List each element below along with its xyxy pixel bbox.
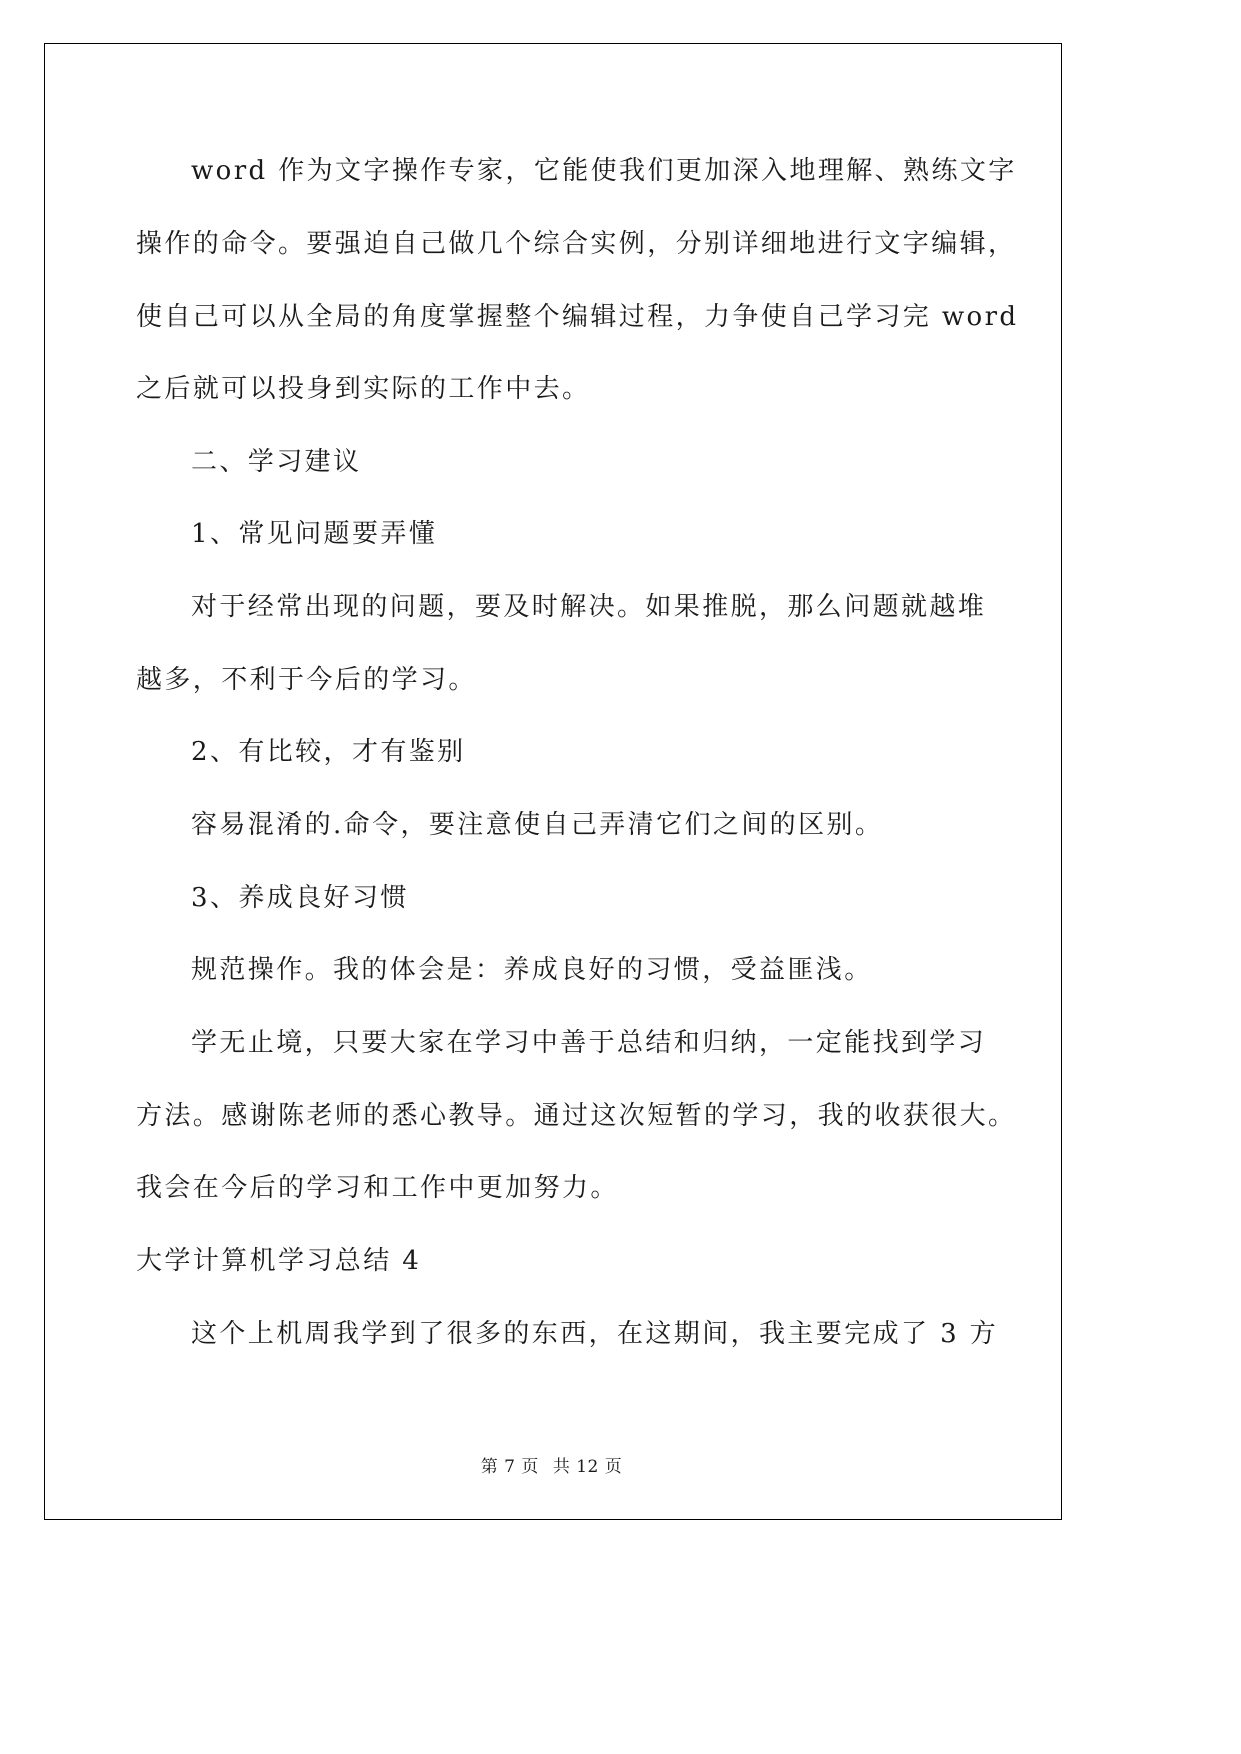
subheading-2: 2、有比较，才有鉴别 bbox=[191, 737, 466, 767]
paragraph-lab-week-line-1: 这个上机周我学到了很多的东西，在这期间，我主要完成了 3 方 bbox=[191, 1319, 999, 1349]
paragraph-word-expert-line-3: 使自己可以从全局的角度掌握整个编辑过程，力争使自己学习完 word bbox=[136, 302, 1019, 332]
paragraph-problems-line-1: 对于经常出现的问题，要及时解决。如果推脱，那么问题就越堆 bbox=[191, 592, 987, 622]
paragraph-conclusion-line-3: 我会在今后的学习和工作中更加努力。 bbox=[136, 1173, 619, 1203]
paragraph-compare-line-1: 容易混淆的.命令，要注意使自己弄清它们之间的区别。 bbox=[191, 810, 884, 840]
paragraph-problems-line-2: 越多，不利于今后的学习。 bbox=[136, 665, 477, 695]
paragraph-word-expert-line-1: word 作为文字操作专家，它能使我们更加深入地理解、熟练文字 bbox=[191, 156, 1017, 186]
page-border bbox=[44, 43, 1062, 1520]
paragraph-conclusion-line-2: 方法。感谢陈老师的悉心教导。通过这次短暂的学习，我的收获很大。 bbox=[136, 1101, 1017, 1131]
paragraph-word-expert-line-4: 之后就可以投身到实际的工作中去。 bbox=[136, 374, 591, 404]
paragraph-word-expert-line-2: 操作的命令。要强迫自己做几个综合实例，分别详细地进行文字编辑， bbox=[136, 229, 1017, 259]
subheading-3: 3、养成良好习惯 bbox=[191, 883, 409, 913]
page-footer bbox=[0, 1452, 1103, 1477]
paragraph-conclusion-line-1: 学无止境，只要大家在学习中善于总结和归纳，一定能找到学习 bbox=[191, 1028, 987, 1058]
page-total: 共 12 页 bbox=[552, 1457, 623, 1477]
paragraph-habits-line-1: 规范操作。我的体会是：养成良好的习惯，受益匪浅。 bbox=[191, 955, 873, 985]
section-heading-study-advice: 二、学习建议 bbox=[191, 447, 362, 477]
page-number: 第 7 页 bbox=[480, 1457, 539, 1477]
subheading-1: 1、常见问题要弄懂 bbox=[191, 519, 438, 549]
section-title-summary-4: 大学计算机学习总结 4 bbox=[136, 1246, 422, 1276]
